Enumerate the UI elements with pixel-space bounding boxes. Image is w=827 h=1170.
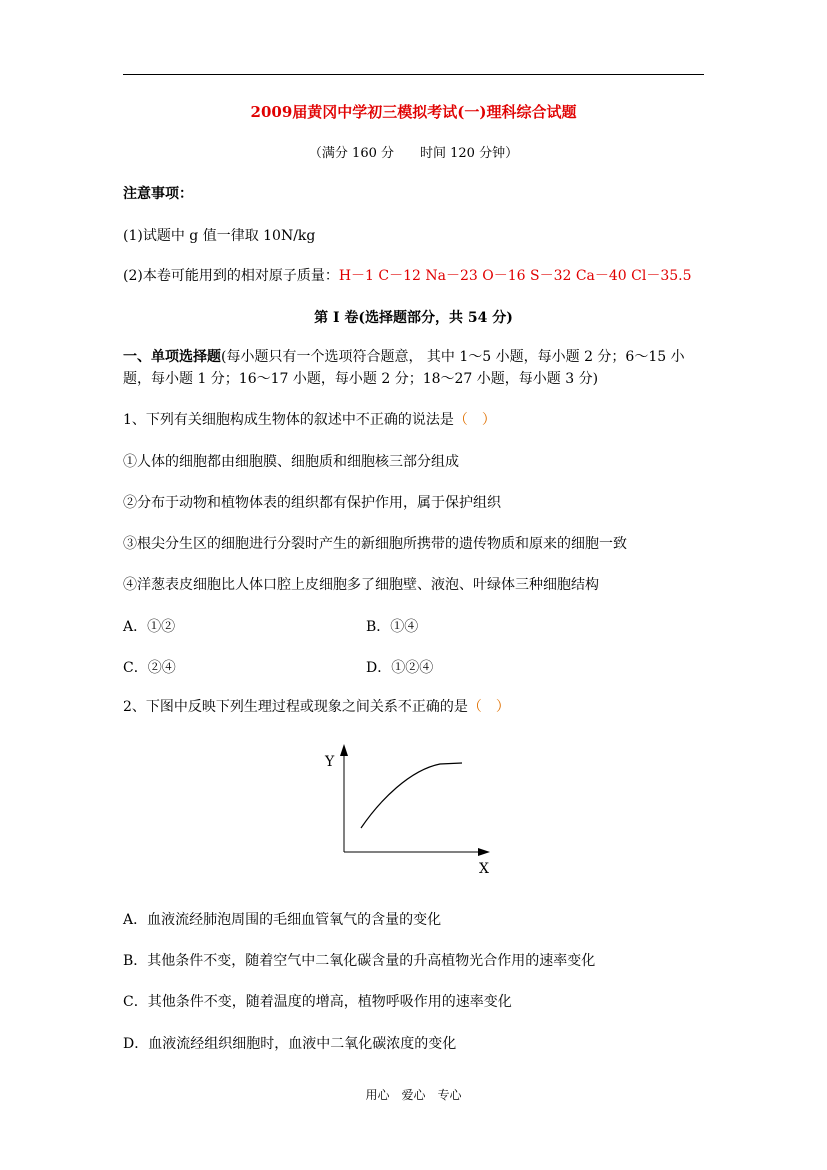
question-2-option-c: C．其他条件不变，随着温度的增高，植物呼吸作用的速率变化 [123,994,512,1010]
notes-item-2 [123,268,692,284]
question-1-statement-4: ④洋葱表皮细胞比人体口腔上皮细胞多了细胞壁、液泡、叶绿体三种细胞结构 [123,577,599,593]
question-1-text: 1、下列有关细胞构成生物体的叙述中不正确的说法是 [123,412,454,428]
notes-heading: 注意事项： [123,186,193,202]
question-2-answer-blank: （ ） [467,699,510,715]
notes-item-2-prefix: (2)本卷可能用到的相对原子质量： [123,268,339,284]
saturation-curve [361,763,462,828]
notes-item-1: (1)试题中 g 值一律取 10N/kg [123,228,316,244]
question-1-option-b: B．①④ [366,619,419,635]
exam-subtitle: （满分 160 分 时间 120 分钟） [308,146,519,161]
x-axis-label: X [479,861,489,877]
question-2-stem [123,699,510,715]
question-1-option-c: C．②④ [123,660,176,676]
atomic-mass-values: H－1 C－12 Na－23 O－16 S－32 Ca－40 Cl－35.5 [338,268,692,284]
question-2-option-b: B．其他条件不变，随着空气中二氧化碳含量的升高植物光合作用的速率变化 [123,953,596,969]
question-2-text: 2、下图中反映下列生理过程或现象之间关系不正确的是 [123,699,468,715]
question-1-option-d: D．①②④ [366,660,434,676]
question-1-answer-blank: （ ） [453,412,496,428]
y-axis-label: Y [325,754,335,770]
question-2-option-d: D．血液流经组织细胞时，血液中二氧化碳浓度的变化 [123,1036,457,1052]
exam-title: 2009届黄冈中学初三模拟考试(一)理科综合试题 [250,103,577,121]
question-2-option-a: A．血液流经肺泡周围的毛细血管氧气的含量的变化 [123,912,442,928]
part-description: (每小题只有一个选项符合题意， 其中 1～5 小题，每小题 2 分；6～15 小题，每小题 1 分；16～17 小题，每小题 2 分；18～27 小题，每小题 3 分) [123,349,685,387]
y-axis-arrow [340,744,348,756]
section-title: 第 I 卷(选择题部分，共 54 分) [314,310,513,326]
question-1-stem [123,412,496,428]
question-1-statement-2: ②分布于动物和植物体表的组织都有保护作用，属于保护组织 [123,495,501,511]
part-heading: 一、单项选择题 [123,349,221,365]
part-instructions [123,346,703,390]
page-footer: 用心 爱心 专心 [365,1088,462,1102]
question-1-statement-1: ①人体的细胞都由细胞膜、细胞质和细胞核三部分组成 [123,454,459,470]
header-rule [123,74,704,75]
x-axis-arrow [478,848,490,856]
question-1-statement-3: ③根尖分生区的细胞进行分裂时产生的新细胞所携带的遗传物质和原来的细胞一致 [123,536,627,552]
question-1-option-a: A．①② [123,619,176,635]
